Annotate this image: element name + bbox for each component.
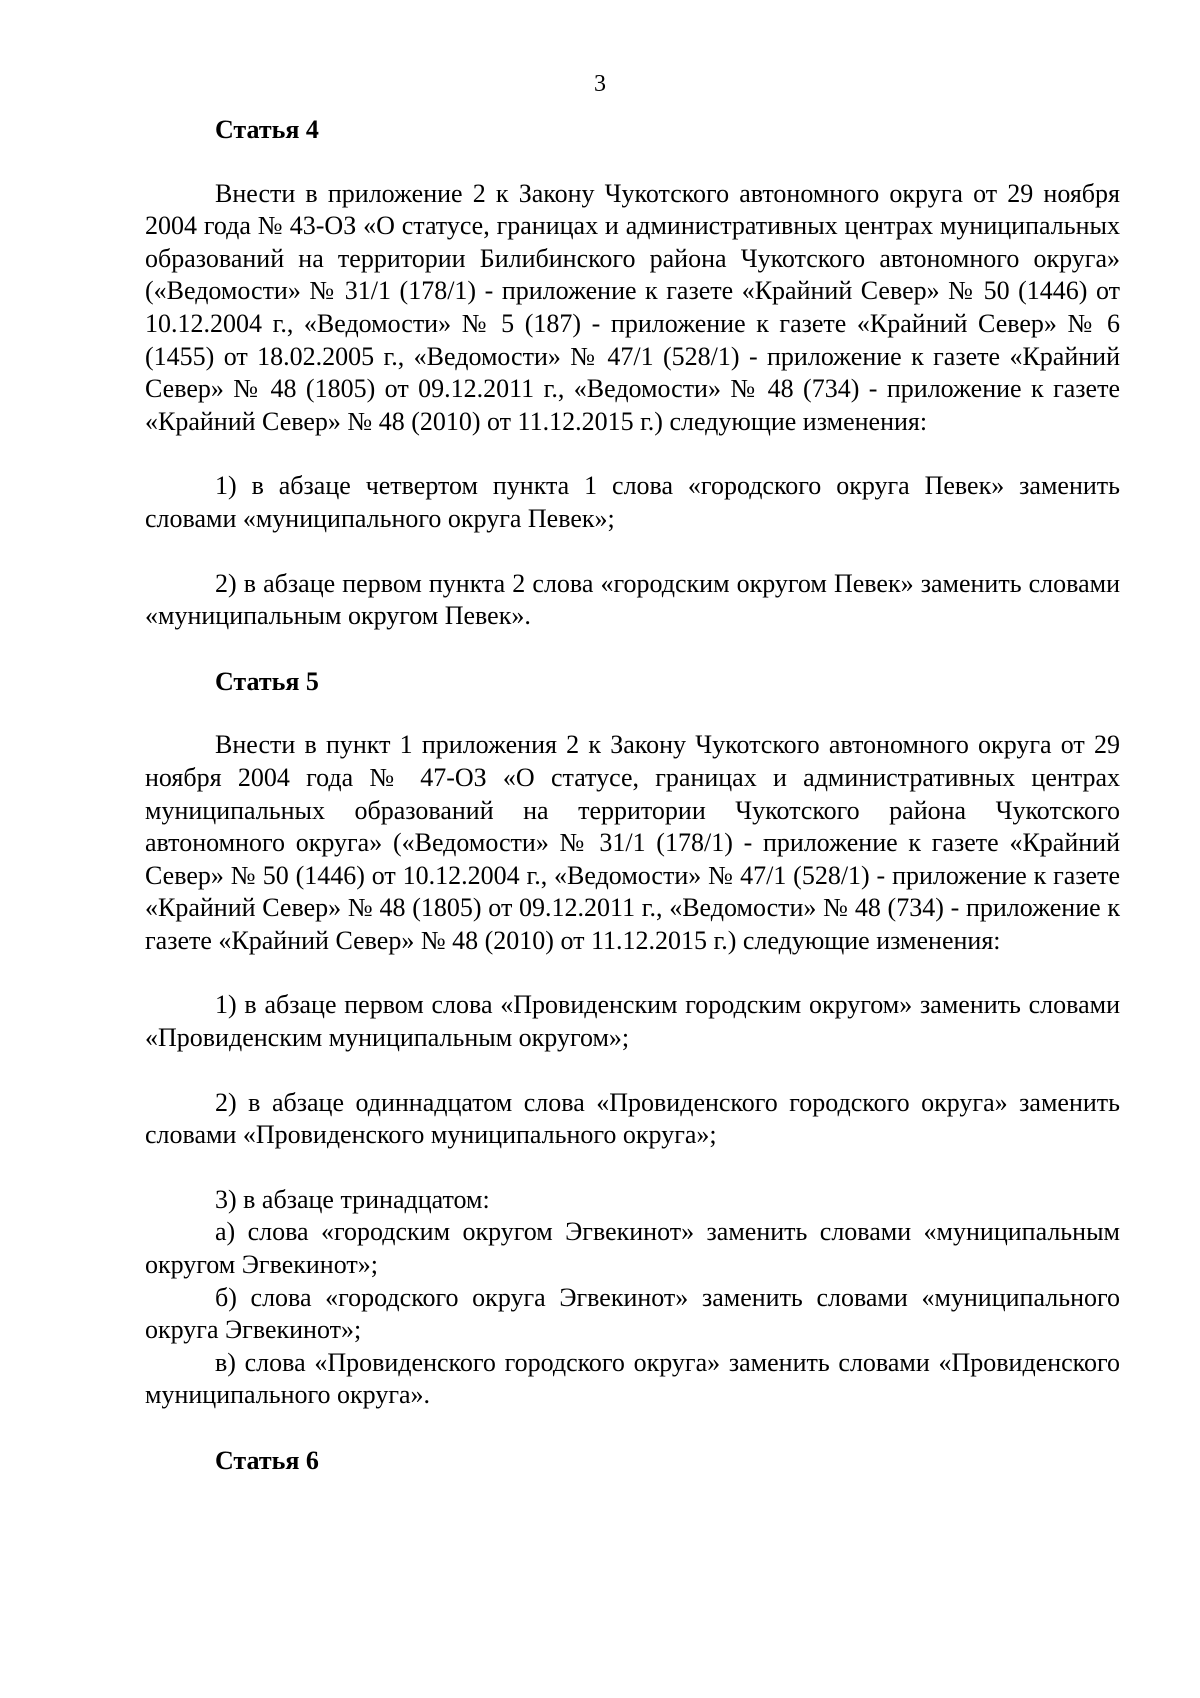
article-4 [145,114,1120,633]
article-5-intro: Внести в пункт 1 приложения 2 к Закону Чукотского автономного округа от 29 ноября 2004 года № 47-ОЗ «О статусе, границах и административных центрах муниципальных образований на территории Чукотского района Чукотского автономного округа» («Ведомости» № 31/1 (178/1) - приложение к газете «Крайний Север» № 50 (1446) от 10.12.2004 г., «Ведомости» № 47/1 (528/1) - приложение к газете «Крайний Север» № 48 (1805) от 09.12.2011 г., «Ведомости» № 48 (734) - приложение к газете «Крайний Север» № 48 (2010) от 11.12.2015 г.) следующие изменения: [145,730,1120,955]
article-5-item-1: 1) в абзаце первом слова «Провиденским городским округом» заменить словами «Провиденским муниципальным округом»; [145,990,1120,1053]
article-5-item-3-label: 3) в абзаце тринадцатом: [215,1184,490,1214]
article-5-subitem-a: а) слова «городским округом Эгвекинот» заменить словами «муниципальным округом Эгвекинот»; [145,1217,1120,1280]
article-6 [145,1445,1120,1478]
document-body [145,114,1120,1478]
article-4-item-1: 1) в абзаце четвертом пункта 1 слова «городского округа Певек» заменить словами «муниципального округа Певек»; [145,471,1120,533]
page-number: 3 [594,71,606,97]
article-5 [145,666,1120,1412]
article-4-item-2: 2) в абзаце первом пункта 2 слова «городским округом Певек» заменить словами «муниципальным округом Певек». [145,568,1120,631]
article-6-heading: Статья 6 [215,1446,319,1475]
article-5-item-2: 2) в абзаце одиннадцатом слова «Провиденского городского округа» заменить словами «Провиденского муниципального округа»; [145,1087,1120,1150]
article-5-heading: Статья 5 [215,666,319,696]
article-5-subitem-b: б) слова «городского округа Эгвекинот» заменить словами «муниципального округа Эгвекинот»; [145,1282,1120,1345]
article-4-intro: Внести в приложение 2 к Закону Чукотского автономного округа от 29 ноября 2004 года № 43-ОЗ «О статусе, границах и административных центрах муниципальных образований на территории Билибинского района Чукотского автономного округа» («Ведомости» № 31/1 (178/1) - приложение к газете «Крайний Север» № 50 (1446) от 10.12.2004 г., «Ведомости» № 5 (187) - приложение к газете «Крайний Север» № 6 (1455) от 18.02.2005 г., «Ведомости» № 47/1 (528/1) - приложение к газете «Крайний Север» № 48 (1805) от 09.12.2011 г., «Ведомости» № 48 (734) - приложение к газете «Крайний Север» № 48 (2010) от 11.12.2015 г.) следующие изменения: [145,178,1120,436]
article-5-subitem-c: в) слова «Провиденского городского округа» заменить словами «Провиденского муниципального округа». [145,1347,1120,1410]
article-4-heading: Статья 4 [215,115,319,144]
